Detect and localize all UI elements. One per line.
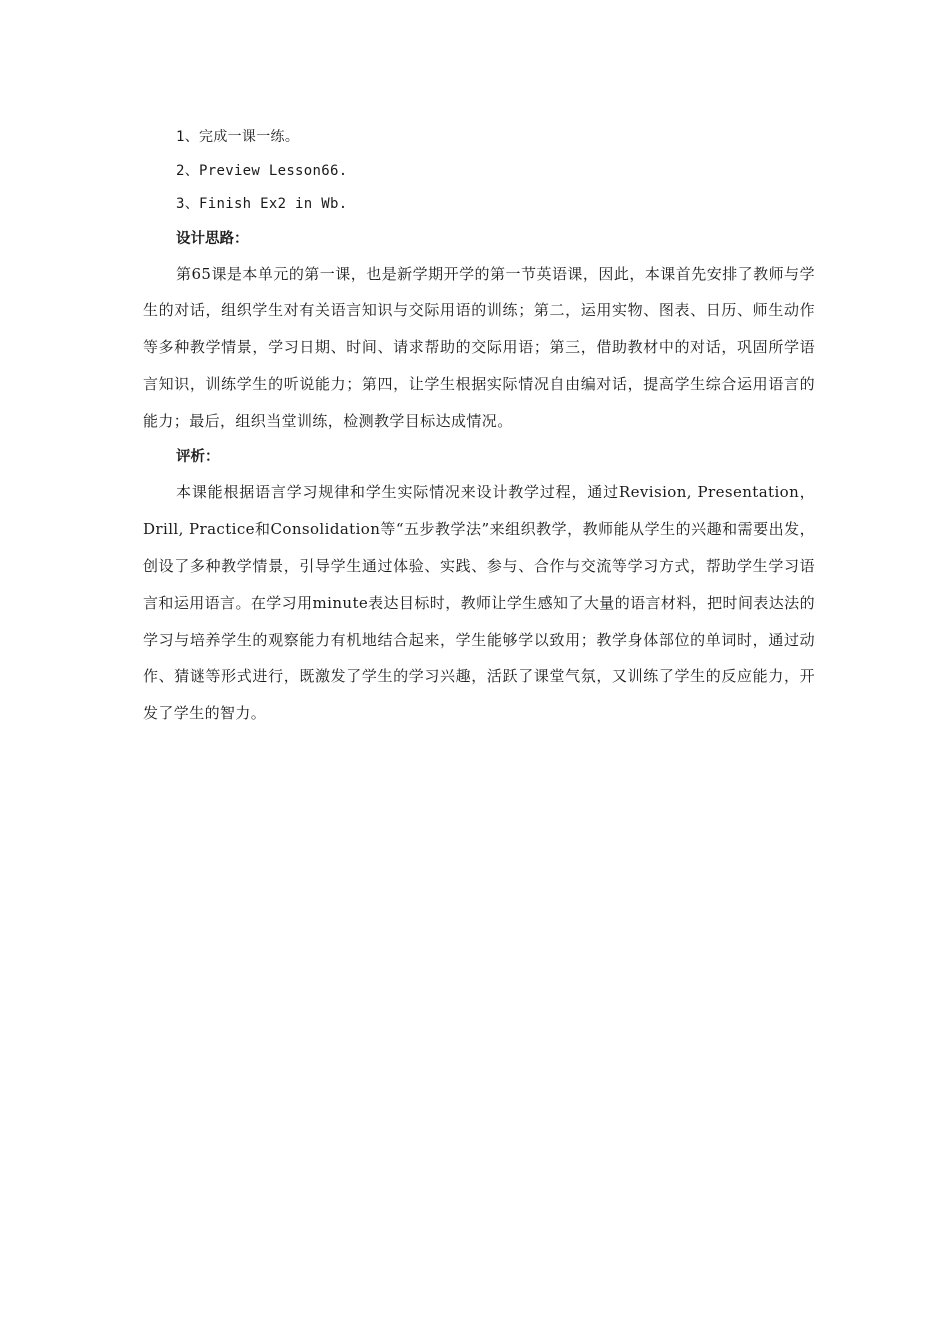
analysis-paragraph: 本课能根据语言学习规律和学生实际情况来设计教学过程，通过Revision, Presentation，Drill, Practice和Consolidation等“五步教学法”来组织教学，教师能从学生的兴趣和需要出发，创设了多种教学情景，引导学生通过体验、实践、参与、合作与交流等学习方式，帮助学生学习语言和运用语言。在学习用minute表达目标时，教师让学生感知了大量的语言材料，把时间表达法的学习与培养学生的观察能力有机地结合起来，学生能够学以致用；教学身体部位的单词时，通过动作、猜谜等形式进行，既激发了学生的学习兴趣，活跃了课堂气氛，又训练了学生的反应能力，开发了学生的智力。	[143, 483, 815, 723]
design-paragraph: 第65课是本单元的第一课，也是新学期开学的第一节英语课，因此，本课首先安排了教师与学生的对话，组织学生对有关语言知识与交际用语的训练；第二，运用实物、图表、日历、师生动作等多种教学情景，学习日期、时间、请求帮助的交际用语；第三，借助教材中的对话，巩固所学语言知识，训练学生的听说能力；第四，让学生根据实际情况自由编对话，提高学生综合运用语言的能力；最后，组织当堂训练，检测教学目标达成情况。	[143, 264, 815, 430]
homework-item: 3、Finish Ex2 in Wb.	[176, 196, 348, 212]
design-heading: 设计思路：	[176, 230, 249, 247]
homework-item: 1、完成一课一练。	[176, 129, 300, 145]
analysis-heading: 评析：	[176, 449, 220, 466]
homework-item: 2、Preview Lesson66.	[176, 162, 348, 179]
document-content	[143, 121, 815, 732]
